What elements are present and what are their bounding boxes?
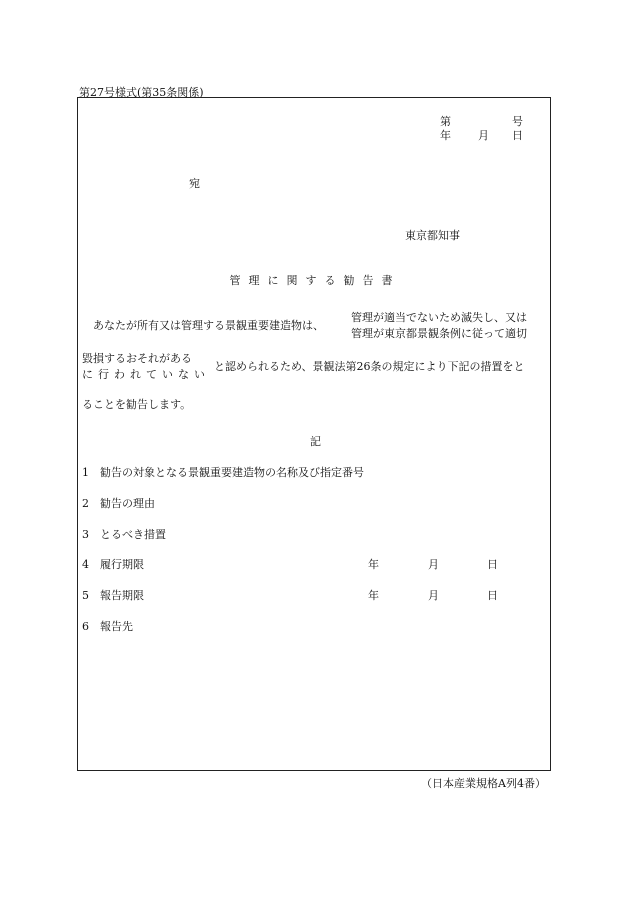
paper-size-note: （日本産業規格A列4番） — [421, 777, 546, 790]
date-month: 月 — [478, 129, 489, 142]
date-year: 年 — [440, 129, 451, 142]
item-5-month: 月 — [428, 589, 439, 602]
item-4-year: 年 — [368, 558, 379, 571]
issuer: 東京都知事 — [405, 229, 460, 242]
form-number: 第27号様式(第35条関係) — [79, 86, 204, 99]
option-c: 毀損するおそれがある — [82, 352, 192, 365]
item-5: 5 報告期限 — [82, 589, 144, 602]
body-lead: あなたが所有又は管理する景観重要建造物は、 — [93, 319, 324, 332]
date-day: 日 — [512, 129, 523, 142]
number-prefix: 第 — [440, 115, 451, 128]
option-d: に行われていない — [82, 368, 210, 381]
item-3: 3 とるべき措置 — [82, 528, 166, 541]
document-title: 管理に関する勧告書 — [229, 274, 401, 287]
form-frame — [77, 97, 551, 771]
body-closing: ることを勧告します。 — [82, 398, 192, 411]
option-group-right — [351, 311, 527, 340]
item-2: 2 勧告の理由 — [82, 497, 155, 510]
item-5-year: 年 — [368, 589, 379, 602]
option-a: 管理が適当でないため滅失し、又は — [351, 311, 527, 324]
addressee-suffix: 宛 — [189, 177, 200, 190]
item-1: 1 勧告の対象となる景観重要建造物の名称及び指定番号 — [82, 466, 364, 479]
number-suffix: 号 — [512, 115, 523, 128]
ki-label: 記 — [310, 435, 321, 448]
option-group-left — [82, 352, 210, 381]
item-4-day: 日 — [487, 558, 498, 571]
item-4: 4 履行期限 — [82, 558, 144, 571]
body-continuation: と認められるため、景観法第26条の規定により下記の措置をと — [214, 360, 525, 373]
item-4-month: 月 — [428, 558, 439, 571]
item-5-day: 日 — [487, 589, 498, 602]
item-6: 6 報告先 — [82, 620, 133, 633]
option-b: 管理が東京都景観条例に従って適切 — [351, 327, 527, 340]
